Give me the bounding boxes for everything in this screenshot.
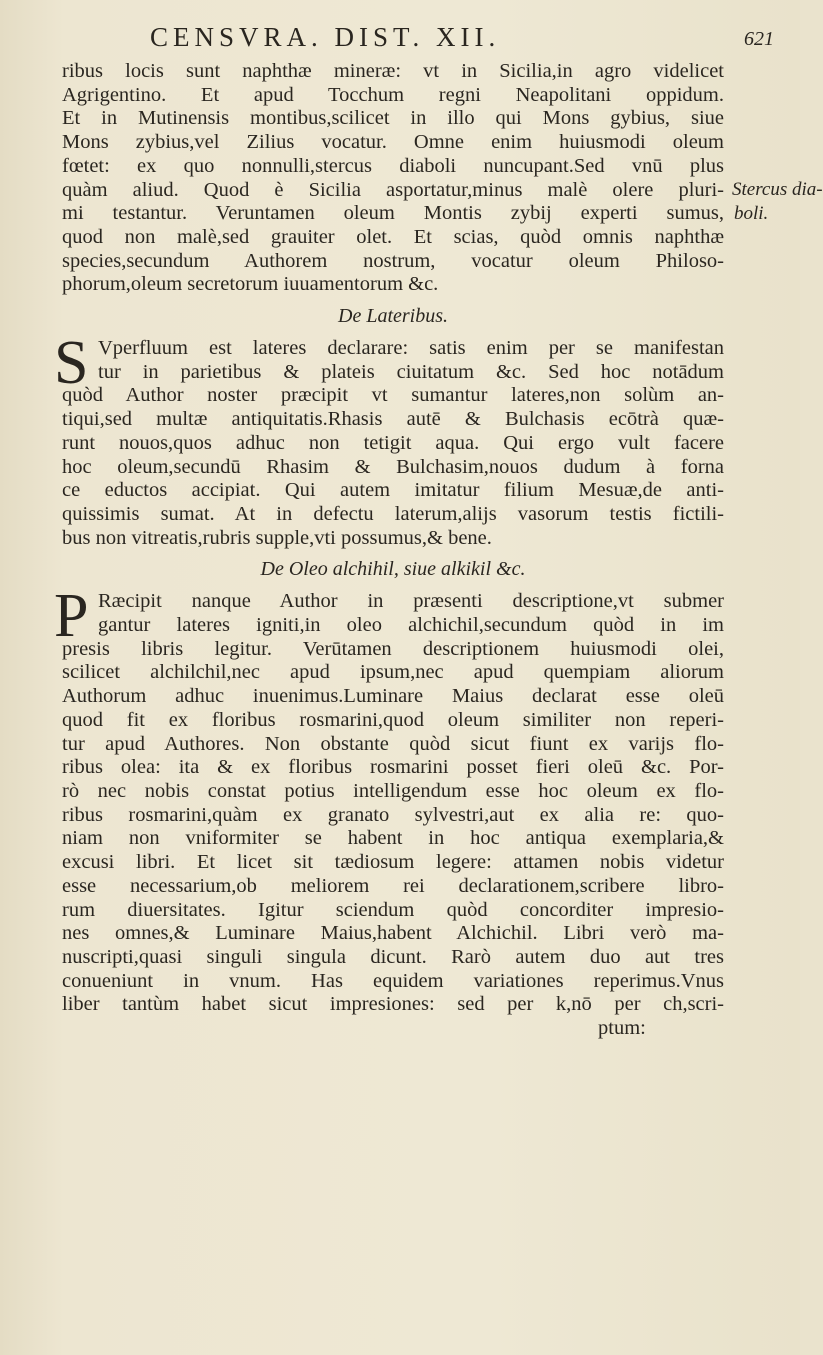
text-line: liber tantùm habet sicut impresiones: sed per k,nō per ch,scri- <box>62 993 724 1016</box>
text-line: conueniunt in vnum. Has equidem variationes reperimus.Vnus <box>62 969 724 992</box>
text-line: phorum,oleum secretorum iuuamentorum &c. <box>62 273 439 296</box>
text-line: niam non vniformiter se habent in hoc antiqua exemplaria,& <box>62 827 724 850</box>
text-line: Agrigentino. Et apud Tocchum regni Neapolitani oppidum. <box>62 83 724 106</box>
text-line: nuscripti,quasi singuli singula dicunt. Rarò autem duo aut tres <box>62 945 724 968</box>
catchword: ptum: <box>598 1017 646 1040</box>
text-line: quod fit ex floribus rosmarini,quod oleum similiter non reperi- <box>62 708 724 731</box>
drop-cap: P <box>54 582 89 651</box>
text-line: species,secundum Authorem nostrum, vocatur oleum Philoso- <box>62 249 724 272</box>
page-number: 621 <box>744 28 774 50</box>
margin-note: boli. <box>734 203 769 224</box>
text-line: quissimis sumat. At in defectu laterum,alijs vasorum testis fictili- <box>62 502 724 525</box>
section-heading: De Lateribus. <box>338 305 448 328</box>
text-line: bus non vitreatis,rubris supple,vti possumus,& bene. <box>62 526 492 549</box>
text-line: mi testantur. Veruntamen oleum Montis zybij experti sumus, <box>62 202 724 225</box>
page-header <box>0 22 800 62</box>
text-line: scilicet alchilchil,nec apud ipsum,nec apud quempiam aliorum <box>62 661 724 684</box>
text-line: presis libris legitur. Verūtamen descriptionem huiusmodi olei, <box>62 637 724 660</box>
text-line: Et in Mutinensis montibus,scilicet in illo qui Mons gybius, siue <box>62 107 724 130</box>
text-line <box>62 1017 724 1041</box>
paragraph-lateribus <box>54 329 724 550</box>
text-line: tur apud Authores. Non obstante quòd sicut fiunt ex varijs flo- <box>62 732 724 755</box>
text-line: esse necessarium,ob meliorem rei declarationem,scribere libro- <box>62 874 724 897</box>
text-line: ce eductos accipiat. Qui autem imitatur filium Mesuæ,de anti- <box>62 479 724 502</box>
drop-cap: S <box>54 329 89 398</box>
text-body <box>54 60 823 1041</box>
text-line: tur in parietibus & plateis ciuitatum &c. Sed hoc notādum <box>98 360 724 383</box>
text-line: Vperfluum est lateres declarare: satis enim per se manifestan <box>98 337 724 360</box>
section-heading: De Oleo alchihil, siue alkikil &c. <box>260 558 526 581</box>
text-line: gantur lateres igniti,in oleo alchichil,secundum quòd in im <box>98 614 724 637</box>
text-line: Authorum adhuc inuenimus.Luminare Maius declarat esse oleū <box>62 685 724 708</box>
running-head: CENSVRA. DIST. XII. <box>150 22 501 52</box>
text-line: fœtet: ex quo nonnulli,stercus diaboli nuncupant.Sed vnū plus <box>62 154 724 177</box>
text-line: nes omnes,& Luminare Maius,habent Alchichil. Libri verò ma- <box>62 922 724 945</box>
text-line: quàm aliud. Quod è Sicilia asportatur,minus malè olere pluri- <box>62 178 724 201</box>
paragraph-naphtha <box>62 60 724 297</box>
text-line: quòd Author noster præcipit vt sumantur lateres,non solùm an- <box>62 384 724 407</box>
text-line: runt nouos,quos adhuc non tetigit aqua. Qui ergo vult facere <box>62 431 724 454</box>
paragraph-alchihil <box>54 582 724 1040</box>
text-line: quod non malè,sed grauiter olet. Et scias, quòd omnis naphthæ <box>62 225 724 248</box>
text-line: Mons zybius,vel Zilius vocatur. Omne enim huiusmodi oleum <box>62 131 724 154</box>
text-line: tiqui,sed multæ antiquitatis.Rhasis autē & Bulchasis ecōtrà quæ- <box>62 408 724 431</box>
text-line: excusi libri. Et licet sit tædiosum legere: attamen nobis videtur <box>62 851 724 874</box>
text-line: rum diuersitates. Igitur sciendum quòd concorditer impresio- <box>62 898 724 921</box>
text-line: hoc oleum,secundū Rhasim & Bulchasim,nouos dudum à forna <box>62 455 724 478</box>
text-line: ribus locis sunt naphthæ mineræ: vt in Sicilia,in agro videlicet <box>62 60 724 82</box>
margin-note: Stercus dia- <box>732 179 823 200</box>
text-line: ribus rosmarini,quàm ex granato sylvestri,aut ex alia re: quo- <box>62 803 724 826</box>
text-line: rò nec nobis constat potius intelligendum esse hoc oleum ex flo- <box>62 779 724 802</box>
text-line: ribus olea: ita & ex floribus rosmarini posset fieri oleū &c. Por- <box>62 756 724 779</box>
text-line: Ræcipit nanque Author in præsenti descriptione,vt submer <box>98 590 724 613</box>
